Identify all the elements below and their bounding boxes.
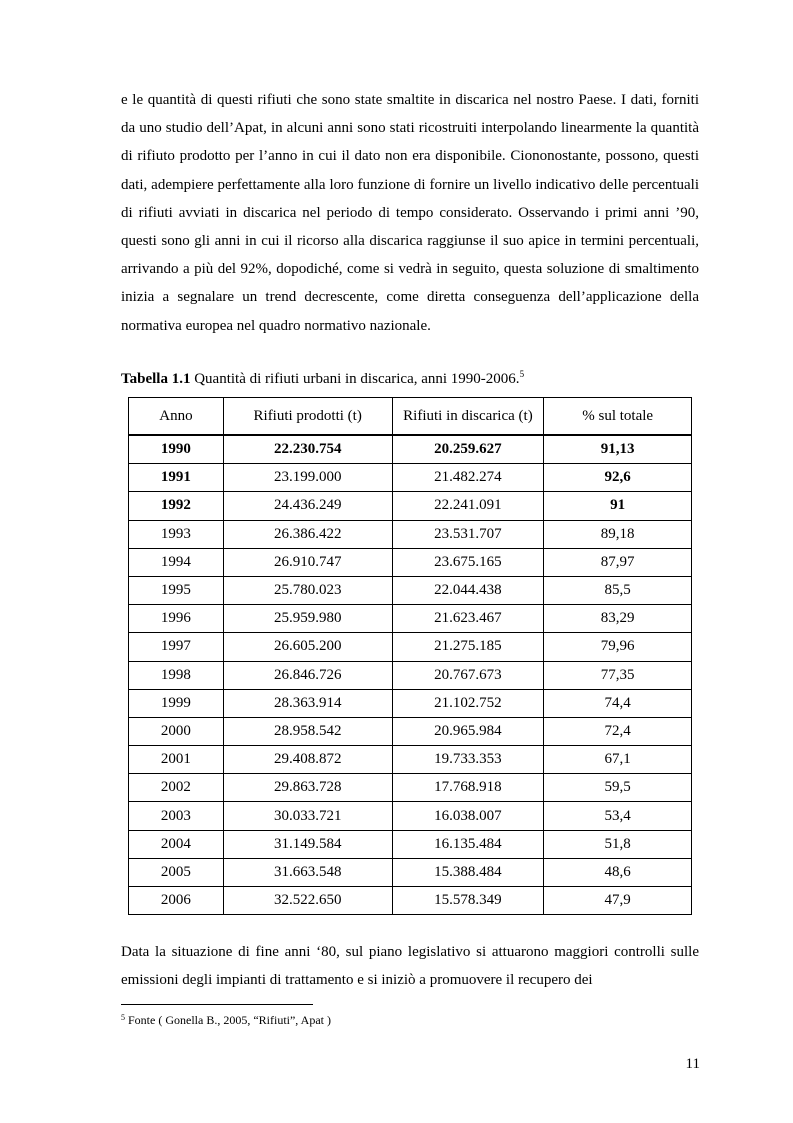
- cell-landfilled: 23.675.165: [392, 548, 544, 576]
- cell-produced: 25.780.023: [223, 576, 392, 604]
- cell-produced: 31.663.548: [223, 858, 392, 886]
- cell-landfilled: 16.135.484: [392, 830, 544, 858]
- cell-produced: 29.408.872: [223, 746, 392, 774]
- footnote-reference: 5: [519, 369, 525, 379]
- table-row: [129, 492, 692, 520]
- table-row: [129, 887, 692, 915]
- table-caption-label: Tabella 1.1: [121, 371, 191, 387]
- cell-produced: 31.149.584: [223, 830, 392, 858]
- footnote-divider: [121, 1004, 313, 1005]
- cell-landfilled: 16.038.007: [392, 802, 544, 830]
- table-row: [129, 802, 692, 830]
- cell-produced: 29.863.728: [223, 774, 392, 802]
- table-row: [129, 689, 692, 717]
- cell-year: 1998: [129, 661, 224, 689]
- cell-year: 1999: [129, 689, 224, 717]
- waste-landfill-table: [128, 397, 692, 915]
- cell-produced: 28.363.914: [223, 689, 392, 717]
- page-number: 11: [685, 1056, 700, 1072]
- table-row: [129, 605, 692, 633]
- cell-landfilled: 21.102.752: [392, 689, 544, 717]
- table-row: [129, 774, 692, 802]
- header-year: Anno: [129, 398, 224, 436]
- footnote-number: 5: [121, 1013, 125, 1022]
- cell-percent: 91,13: [544, 435, 692, 464]
- table-row: [129, 435, 692, 464]
- cell-year: 1995: [129, 576, 224, 604]
- cell-produced: 26.605.200: [223, 633, 392, 661]
- cell-percent: 79,96: [544, 633, 692, 661]
- footnote-text: Fonte ( Gonella B., 2005, “Rifiuti”, Apat ): [125, 1013, 331, 1027]
- cell-produced: 26.386.422: [223, 520, 392, 548]
- cell-percent: 85,5: [544, 576, 692, 604]
- cell-produced: 24.436.249: [223, 492, 392, 520]
- cell-produced: 30.033.721: [223, 802, 392, 830]
- body-paragraph: Data la situazione di fine anni ‘80, sul piano legislativo si attuarono maggiori controlli sulle emissioni degli impianti di trattamento e si iniziò a promuovere il recupero dei: [121, 944, 699, 989]
- table-row: [129, 520, 692, 548]
- table-row: [129, 717, 692, 745]
- table-header-row: [129, 398, 692, 436]
- cell-landfilled: 19.733.353: [392, 746, 544, 774]
- table-caption-text: Quantità di rifiuti urbani in discarica, anni 1990-2006.: [190, 371, 520, 387]
- cell-landfilled: 15.578.349: [392, 887, 544, 915]
- cell-landfilled: 21.275.185: [392, 633, 544, 661]
- cell-year: 1996: [129, 605, 224, 633]
- cell-year: 2005: [129, 858, 224, 886]
- cell-year: 1990: [129, 435, 224, 464]
- cell-percent: 89,18: [544, 520, 692, 548]
- table-row: [129, 548, 692, 576]
- cell-year: 2001: [129, 746, 224, 774]
- header-waste-landfilled: Rifiuti in discarica (t): [392, 398, 544, 436]
- cell-produced: 32.522.650: [223, 887, 392, 915]
- cell-percent: 51,8: [544, 830, 692, 858]
- table-row: [129, 661, 692, 689]
- cell-landfilled: 17.768.918: [392, 774, 544, 802]
- cell-percent: 87,97: [544, 548, 692, 576]
- cell-landfilled: 20.767.673: [392, 661, 544, 689]
- cell-year: 1997: [129, 633, 224, 661]
- table-row: [129, 830, 692, 858]
- cell-percent: 77,35: [544, 661, 692, 689]
- cell-year: 2006: [129, 887, 224, 915]
- cell-percent: 48,6: [544, 858, 692, 886]
- cell-produced: 22.230.754: [223, 435, 392, 464]
- cell-year: 2003: [129, 802, 224, 830]
- cell-percent: 47,9: [544, 887, 692, 915]
- cell-landfilled: 22.044.438: [392, 576, 544, 604]
- cell-landfilled: 20.965.984: [392, 717, 544, 745]
- cell-landfilled: 21.482.274: [392, 464, 544, 492]
- table-caption: [121, 369, 699, 389]
- cell-year: 1991: [129, 464, 224, 492]
- cell-year: 2002: [129, 774, 224, 802]
- table-row: [129, 576, 692, 604]
- cell-landfilled: 21.623.467: [392, 605, 544, 633]
- cell-landfilled: 23.531.707: [392, 520, 544, 548]
- cell-percent: 91: [544, 492, 692, 520]
- cell-percent: 83,29: [544, 605, 692, 633]
- header-waste-produced: Rifiuti prodotti (t): [223, 398, 392, 436]
- cell-percent: 59,5: [544, 774, 692, 802]
- cell-year: 1993: [129, 520, 224, 548]
- table-row: [129, 464, 692, 492]
- header-percent-of-total: % sul totale: [544, 398, 692, 436]
- cell-year: 2004: [129, 830, 224, 858]
- cell-produced: 23.199.000: [223, 464, 392, 492]
- body-paragraph: e le quantità di questi rifiuti che sono state smaltite in discarica nel nostro Paese. I dati, forniti da uno studio dell’Apat, in alcuni anni sono stati ricostruiti interpolando linearmente la quantità di rifiuto prodotto per l’anno in cui il dato non era disponibile. Ciononostante, possono, questi dati, adempiere perfettamente alla loro funzione di fornire un livello indicativo delle percentuali di rifiuti avviati in discarica nel periodo di tempo considerato. Osservando i primi anni ’90, questi sono gli anni in cui il ricorso alla discarica raggiunse il suo apice in termini percentuali, arrivando a più del 92%, dopodiché, come si vedrà in seguito, questa soluzione di smaltimento inizia a segnalare un trend decrescente, come diretta conseguenza dell’applicazione della normativa europea nel quadro normativo nazionale.: [121, 92, 699, 334]
- cell-year: 1994: [129, 548, 224, 576]
- cell-percent: 67,1: [544, 746, 692, 774]
- cell-year: 2000: [129, 717, 224, 745]
- cell-landfilled: 22.241.091: [392, 492, 544, 520]
- table-row: [129, 858, 692, 886]
- table-row: [129, 746, 692, 774]
- cell-percent: 72,4: [544, 717, 692, 745]
- cell-produced: 26.846.726: [223, 661, 392, 689]
- cell-percent: 53,4: [544, 802, 692, 830]
- cell-produced: 28.958.542: [223, 717, 392, 745]
- cell-landfilled: 15.388.484: [392, 858, 544, 886]
- cell-produced: 25.959.980: [223, 605, 392, 633]
- cell-percent: 74,4: [544, 689, 692, 717]
- footnote: [121, 1012, 699, 1028]
- cell-percent: 92,6: [544, 464, 692, 492]
- cell-produced: 26.910.747: [223, 548, 392, 576]
- cell-year: 1992: [129, 492, 224, 520]
- cell-landfilled: 20.259.627: [392, 435, 544, 464]
- table-row: [129, 633, 692, 661]
